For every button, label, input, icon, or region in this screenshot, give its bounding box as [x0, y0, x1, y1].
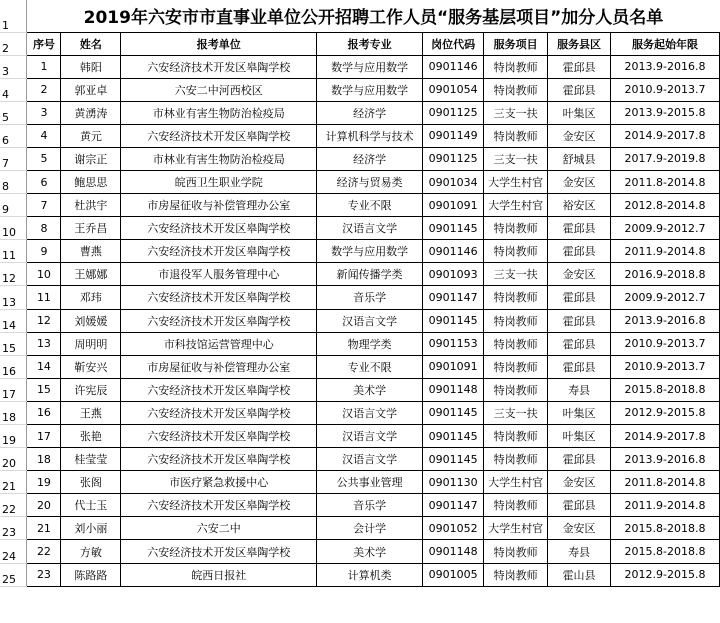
table-cell[interactable]: 市林业有害生物防治检疫局 — [121, 147, 317, 170]
table-cell[interactable]: 特岗教师 — [484, 124, 548, 147]
table-cell[interactable]: 霍邱县 — [548, 78, 611, 101]
table-cell[interactable]: 韩阳 — [61, 55, 121, 78]
table-cell[interactable]: 0901130 — [423, 471, 484, 494]
table-cell[interactable]: 公共事业管理 — [317, 471, 423, 494]
column-header[interactable]: 报考专业 — [317, 32, 423, 55]
table-cell[interactable]: 金安区 — [548, 124, 611, 147]
table-row — [0, 286, 720, 309]
table-cell[interactable]: 代士玉 — [61, 494, 121, 517]
row-number[interactable]: 17 — [0, 378, 27, 401]
table-cell[interactable]: 霍邱县 — [548, 332, 611, 355]
table-cell[interactable]: 14 — [27, 355, 61, 378]
table-cell[interactable]: 刘小丽 — [61, 517, 121, 540]
row-number[interactable]: 7 — [0, 147, 27, 170]
title-row — [0, 0, 720, 32]
column-header[interactable]: 服务项目 — [484, 32, 548, 55]
column-header[interactable]: 岗位代码 — [423, 32, 484, 55]
table-cell[interactable]: 2009.9-2012.7 — [611, 286, 720, 309]
table-cell[interactable]: 霍邱县 — [548, 55, 611, 78]
row-number[interactable]: 6 — [0, 124, 27, 147]
table-cell[interactable]: 金安区 — [548, 170, 611, 193]
row-number[interactable]: 22 — [0, 494, 27, 517]
table-cell[interactable]: 鲍思思 — [61, 170, 121, 193]
table-cell[interactable]: 经济与贸易类 — [317, 170, 423, 193]
row-number[interactable]: 13 — [0, 286, 27, 309]
table-cell[interactable]: 0901146 — [423, 240, 484, 263]
table-row — [0, 55, 720, 78]
table-cell[interactable]: 12 — [27, 309, 61, 332]
table-cell[interactable]: 0901034 — [423, 170, 484, 193]
table-cell[interactable]: 1 — [27, 55, 61, 78]
table-cell[interactable]: 寿县 — [548, 378, 611, 401]
table-cell[interactable]: 2013.9-2016.8 — [611, 448, 720, 471]
table-cell[interactable]: 0901153 — [423, 332, 484, 355]
table-cell[interactable]: 23 — [27, 563, 61, 586]
table-row — [0, 540, 720, 563]
table-cell[interactable]: 特岗教师 — [484, 563, 548, 586]
table-cell[interactable]: 2015.8-2018.8 — [611, 540, 720, 563]
table-cell[interactable]: 2011.8-2014.8 — [611, 170, 720, 193]
row-number[interactable]: 18 — [0, 401, 27, 424]
column-header[interactable]: 服务起始年限 — [611, 32, 720, 55]
table-cell[interactable]: 数学与应用数学 — [317, 78, 423, 101]
row-number[interactable]: 23 — [0, 517, 27, 540]
table-cell[interactable]: 2012.9-2015.8 — [611, 563, 720, 586]
table-cell[interactable]: 汉语言文学 — [317, 217, 423, 240]
table-cell[interactable]: 特岗教师 — [484, 217, 548, 240]
table-cell[interactable]: 六安经济技术开发区皋陶学校 — [121, 401, 317, 424]
table-cell[interactable]: 2011.9-2014.8 — [611, 240, 720, 263]
table-cell[interactable]: 六安经济技术开发区皋陶学校 — [121, 494, 317, 517]
table-cell[interactable]: 0901149 — [423, 124, 484, 147]
row-number[interactable]: 9 — [0, 194, 27, 217]
row-number[interactable]: 20 — [0, 448, 27, 471]
table-row — [0, 217, 720, 240]
table-cell[interactable]: 2009.9-2012.7 — [611, 217, 720, 240]
table-cell[interactable]: 大学生村官 — [484, 471, 548, 494]
table-cell[interactable]: 2012.9-2015.8 — [611, 401, 720, 424]
table-cell[interactable]: 0901145 — [423, 217, 484, 240]
table-cell[interactable]: 黄元 — [61, 124, 121, 147]
row-number[interactable]: 11 — [0, 240, 27, 263]
table-cell[interactable]: 16 — [27, 401, 61, 424]
row-number[interactable]: 2 — [0, 32, 27, 55]
row-number[interactable]: 21 — [0, 471, 27, 494]
table-cell[interactable]: 0901052 — [423, 517, 484, 540]
table-cell[interactable]: 计算机类 — [317, 563, 423, 586]
row-number[interactable]: 10 — [0, 217, 27, 240]
table-cell[interactable]: 市林业有害生物防治检疫局 — [121, 101, 317, 124]
table-cell[interactable]: 计算机科学与技术 — [317, 124, 423, 147]
row-number[interactable]: 5 — [0, 101, 27, 124]
table-row — [0, 78, 720, 101]
table-cell[interactable]: 5 — [27, 147, 61, 170]
table-cell[interactable]: 0901091 — [423, 194, 484, 217]
table-cell[interactable]: 0901145 — [423, 425, 484, 448]
row-number[interactable]: 8 — [0, 170, 27, 193]
table-cell[interactable]: 周明明 — [61, 332, 121, 355]
table-cell[interactable]: 4 — [27, 124, 61, 147]
row-number[interactable]: 25 — [0, 563, 27, 586]
row-number[interactable]: 19 — [0, 425, 27, 448]
table-cell[interactable]: 许宪辰 — [61, 378, 121, 401]
table-row — [0, 471, 720, 494]
table-cell[interactable]: 市退役军人服务管理中心 — [121, 263, 317, 286]
table-cell[interactable]: 经济学 — [317, 101, 423, 124]
table-cell[interactable]: 市医疗紧急救援中心 — [121, 471, 317, 494]
table-cell[interactable]: 物理学类 — [317, 332, 423, 355]
table-row — [0, 401, 720, 424]
table-cell[interactable]: 杜洪宇 — [61, 194, 121, 217]
table-cell[interactable]: 特岗教师 — [484, 332, 548, 355]
table-cell[interactable]: 0901147 — [423, 286, 484, 309]
table-cell[interactable]: 六安经济技术开发区皋陶学校 — [121, 55, 317, 78]
table-cell[interactable]: 0901054 — [423, 78, 484, 101]
table-cell[interactable]: 专业不限 — [317, 355, 423, 378]
table-cell[interactable]: 0901147 — [423, 494, 484, 517]
table-cell[interactable]: 特岗教师 — [484, 494, 548, 517]
table-cell[interactable]: 数学与应用数学 — [317, 240, 423, 263]
column-header[interactable]: 姓名 — [61, 32, 121, 55]
table-row — [0, 378, 720, 401]
table-cell[interactable]: 张阁 — [61, 471, 121, 494]
table-cell[interactable]: 皖西日报社 — [121, 563, 317, 586]
table-cell[interactable]: 3 — [27, 101, 61, 124]
table-row — [0, 355, 720, 378]
row-number[interactable]: 14 — [0, 309, 27, 332]
table-row — [0, 309, 720, 332]
table-row — [0, 494, 720, 517]
table-cell[interactable]: 9 — [27, 240, 61, 263]
table-cell[interactable]: 22 — [27, 540, 61, 563]
table-cell[interactable]: 17 — [27, 425, 61, 448]
table-cell[interactable]: 音乐学 — [317, 286, 423, 309]
table-cell[interactable]: 特岗教师 — [484, 286, 548, 309]
table-cell[interactable]: 0901005 — [423, 563, 484, 586]
table-row — [0, 448, 720, 471]
table-cell[interactable]: 2013.9-2016.8 — [611, 309, 720, 332]
table-cell[interactable]: 会计学 — [317, 517, 423, 540]
table-cell[interactable]: 2010.9-2013.7 — [611, 332, 720, 355]
table-cell[interactable]: 2010.9-2013.7 — [611, 355, 720, 378]
table-cell[interactable]: 六安经济技术开发区皋陶学校 — [121, 425, 317, 448]
table-cell[interactable]: 金安区 — [548, 517, 611, 540]
table-cell[interactable]: 王乔昌 — [61, 217, 121, 240]
table-cell[interactable]: 新闻传播学类 — [317, 263, 423, 286]
table-row — [0, 124, 720, 147]
table-row — [0, 517, 720, 540]
table-cell[interactable]: 7 — [27, 194, 61, 217]
table-cell[interactable]: 金安区 — [548, 471, 611, 494]
table-cell[interactable]: 谢宗正 — [61, 147, 121, 170]
table-cell[interactable]: 0901148 — [423, 540, 484, 563]
table-cell[interactable]: 邓玮 — [61, 286, 121, 309]
table-cell[interactable]: 王燕 — [61, 401, 121, 424]
table-cell[interactable]: 2016.9-2018.8 — [611, 263, 720, 286]
table-cell[interactable]: 0901148 — [423, 378, 484, 401]
table-cell[interactable]: 霍邱县 — [548, 286, 611, 309]
table-cell[interactable]: 美术学 — [317, 540, 423, 563]
table-cell[interactable]: 2014.9-2017.8 — [611, 124, 720, 147]
table-cell[interactable]: 王娜娜 — [61, 263, 121, 286]
table-cell[interactable]: 三支一扶 — [484, 101, 548, 124]
table-cell[interactable]: 10 — [27, 263, 61, 286]
table-cell[interactable]: 黄湧涛 — [61, 101, 121, 124]
sheet-title[interactable]: 2019年六安市市直事业单位公开招聘工作人员“服务基层项目”加分人员名单 — [27, 0, 720, 32]
table-row — [0, 194, 720, 217]
table-cell[interactable]: 刘媛媛 — [61, 309, 121, 332]
table-cell[interactable]: 特岗教师 — [484, 309, 548, 332]
row-number[interactable]: 24 — [0, 540, 27, 563]
table-cell[interactable]: 舒城县 — [548, 147, 611, 170]
table-cell[interactable]: 21 — [27, 517, 61, 540]
table-cell[interactable]: 0901145 — [423, 448, 484, 471]
table-cell[interactable]: 特岗教师 — [484, 55, 548, 78]
table-cell[interactable]: 六安经济技术开发区皋陶学校 — [121, 309, 317, 332]
table-cell[interactable]: 汉语言文学 — [317, 448, 423, 471]
table-cell[interactable]: 大学生村官 — [484, 194, 548, 217]
table-cell[interactable]: 2011.8-2014.8 — [611, 471, 720, 494]
table-row — [0, 240, 720, 263]
table-cell[interactable]: 2013.9-2015.8 — [611, 101, 720, 124]
table-cell[interactable]: 8 — [27, 217, 61, 240]
table-cell[interactable]: 霍山县 — [548, 563, 611, 586]
table-cell[interactable]: 叶集区 — [548, 101, 611, 124]
table-cell[interactable]: 六安二中 — [121, 517, 317, 540]
table-cell[interactable]: 六安经济技术开发区皋陶学校 — [121, 217, 317, 240]
table-cell[interactable]: 0901145 — [423, 309, 484, 332]
table-cell[interactable]: 六安二中河西校区 — [121, 78, 317, 101]
table-cell[interactable]: 寿县 — [548, 540, 611, 563]
row-number[interactable]: 15 — [0, 332, 27, 355]
table-cell[interactable]: 经济学 — [317, 147, 423, 170]
row-number[interactable]: 16 — [0, 355, 27, 378]
table-cell[interactable]: 霍邱县 — [548, 217, 611, 240]
table-cell[interactable]: 裕安区 — [548, 194, 611, 217]
table-cell[interactable]: 6 — [27, 170, 61, 193]
row-number[interactable]: 1 — [0, 0, 27, 32]
table-cell[interactable]: 2015.8-2018.8 — [611, 378, 720, 401]
table-cell[interactable]: 霍邱县 — [548, 494, 611, 517]
table-row — [0, 425, 720, 448]
table-cell[interactable]: 叶集区 — [548, 425, 611, 448]
table-cell[interactable]: 大学生村官 — [484, 517, 548, 540]
table-cell[interactable]: 专业不限 — [317, 194, 423, 217]
table-row — [0, 147, 720, 170]
table-cell[interactable]: 数学与应用数学 — [317, 55, 423, 78]
row-number[interactable]: 12 — [0, 263, 27, 286]
table-cell[interactable]: 特岗教师 — [484, 448, 548, 471]
table-cell[interactable]: 大学生村官 — [484, 170, 548, 193]
table-cell[interactable]: 音乐学 — [317, 494, 423, 517]
table-cell[interactable]: 13 — [27, 332, 61, 355]
table-cell[interactable]: 三支一扶 — [484, 401, 548, 424]
table-cell[interactable]: 2013.9-2016.8 — [611, 55, 720, 78]
table-cell[interactable]: 桂莹莹 — [61, 448, 121, 471]
table-cell[interactable]: 2011.9-2014.8 — [611, 494, 720, 517]
table-cell[interactable]: 特岗教师 — [484, 540, 548, 563]
table-row — [0, 332, 720, 355]
column-header[interactable]: 报考单位 — [121, 32, 317, 55]
table-cell[interactable]: 0901093 — [423, 263, 484, 286]
table-cell[interactable]: 18 — [27, 448, 61, 471]
table-cell[interactable]: 2015.8-2018.8 — [611, 517, 720, 540]
table-cell[interactable]: 特岗教师 — [484, 78, 548, 101]
table-cell[interactable]: 特岗教师 — [484, 425, 548, 448]
table-cell[interactable]: 0901125 — [423, 101, 484, 124]
table-cell[interactable]: 六安经济技术开发区皋陶学校 — [121, 240, 317, 263]
table-cell[interactable]: 六安经济技术开发区皋陶学校 — [121, 448, 317, 471]
table-cell[interactable]: 三支一扶 — [484, 147, 548, 170]
table-cell[interactable]: 汉语言文学 — [317, 401, 423, 424]
table-cell[interactable]: 金安区 — [548, 263, 611, 286]
table-cell[interactable]: 0901146 — [423, 55, 484, 78]
table-cell[interactable]: 三支一扶 — [484, 263, 548, 286]
table-cell[interactable]: 曹燕 — [61, 240, 121, 263]
table-cell[interactable]: 特岗教师 — [484, 240, 548, 263]
table-cell[interactable]: 0901091 — [423, 355, 484, 378]
table-cell[interactable]: 汉语言文学 — [317, 425, 423, 448]
table-cell[interactable]: 19 — [27, 471, 61, 494]
table-cell[interactable]: 陈路路 — [61, 563, 121, 586]
table-cell[interactable]: 20 — [27, 494, 61, 517]
header-row — [0, 32, 720, 55]
table-cell[interactable]: 六安经济技术开发区皋陶学校 — [121, 124, 317, 147]
table-cell[interactable]: 六安经济技术开发区皋陶学校 — [121, 378, 317, 401]
table-cell[interactable]: 11 — [27, 286, 61, 309]
table-cell[interactable]: 郭亚卓 — [61, 78, 121, 101]
table-cell[interactable]: 叶集区 — [548, 401, 611, 424]
table-cell[interactable]: 2010.9-2013.7 — [611, 78, 720, 101]
table-cell[interactable]: 六安经济技术开发区皋陶学校 — [121, 286, 317, 309]
table-cell[interactable]: 0901125 — [423, 147, 484, 170]
table-cell[interactable]: 皖西卫生职业学院 — [121, 170, 317, 193]
table-cell[interactable]: 靳安兴 — [61, 355, 121, 378]
table-cell[interactable]: 霍邱县 — [548, 448, 611, 471]
table-cell[interactable]: 2012.8-2014.8 — [611, 194, 720, 217]
table-cell[interactable]: 0901145 — [423, 401, 484, 424]
table-row — [0, 170, 720, 193]
table-cell[interactable]: 市房屋征收与补偿管理办公室 — [121, 355, 317, 378]
table-cell[interactable]: 方敏 — [61, 540, 121, 563]
column-header[interactable]: 服务县区 — [548, 32, 611, 55]
table-row — [0, 263, 720, 286]
table-row — [0, 563, 720, 586]
table-cell[interactable]: 2 — [27, 78, 61, 101]
row-number[interactable]: 3 — [0, 55, 27, 78]
table-cell[interactable]: 2014.9-2017.8 — [611, 425, 720, 448]
table-cell[interactable]: 霍邱县 — [548, 309, 611, 332]
table-cell[interactable]: 霍邱县 — [548, 355, 611, 378]
table-row — [0, 101, 720, 124]
column-header[interactable]: 序号 — [27, 32, 61, 55]
table-cell[interactable]: 霍邱县 — [548, 240, 611, 263]
row-number[interactable]: 4 — [0, 78, 27, 101]
table-cell[interactable]: 汉语言文学 — [317, 309, 423, 332]
table-cell[interactable]: 美术学 — [317, 378, 423, 401]
table-cell[interactable]: 特岗教师 — [484, 355, 548, 378]
table-cell[interactable]: 张艳 — [61, 425, 121, 448]
table-cell[interactable]: 六安经济技术开发区皋陶学校 — [121, 540, 317, 563]
table-cell[interactable]: 2017.9-2019.8 — [611, 147, 720, 170]
table-cell[interactable]: 特岗教师 — [484, 378, 548, 401]
table-cell[interactable]: 市科技馆运营管理中心 — [121, 332, 317, 355]
table-cell[interactable]: 15 — [27, 378, 61, 401]
table-cell[interactable]: 市房屋征收与补偿管理办公室 — [121, 194, 317, 217]
